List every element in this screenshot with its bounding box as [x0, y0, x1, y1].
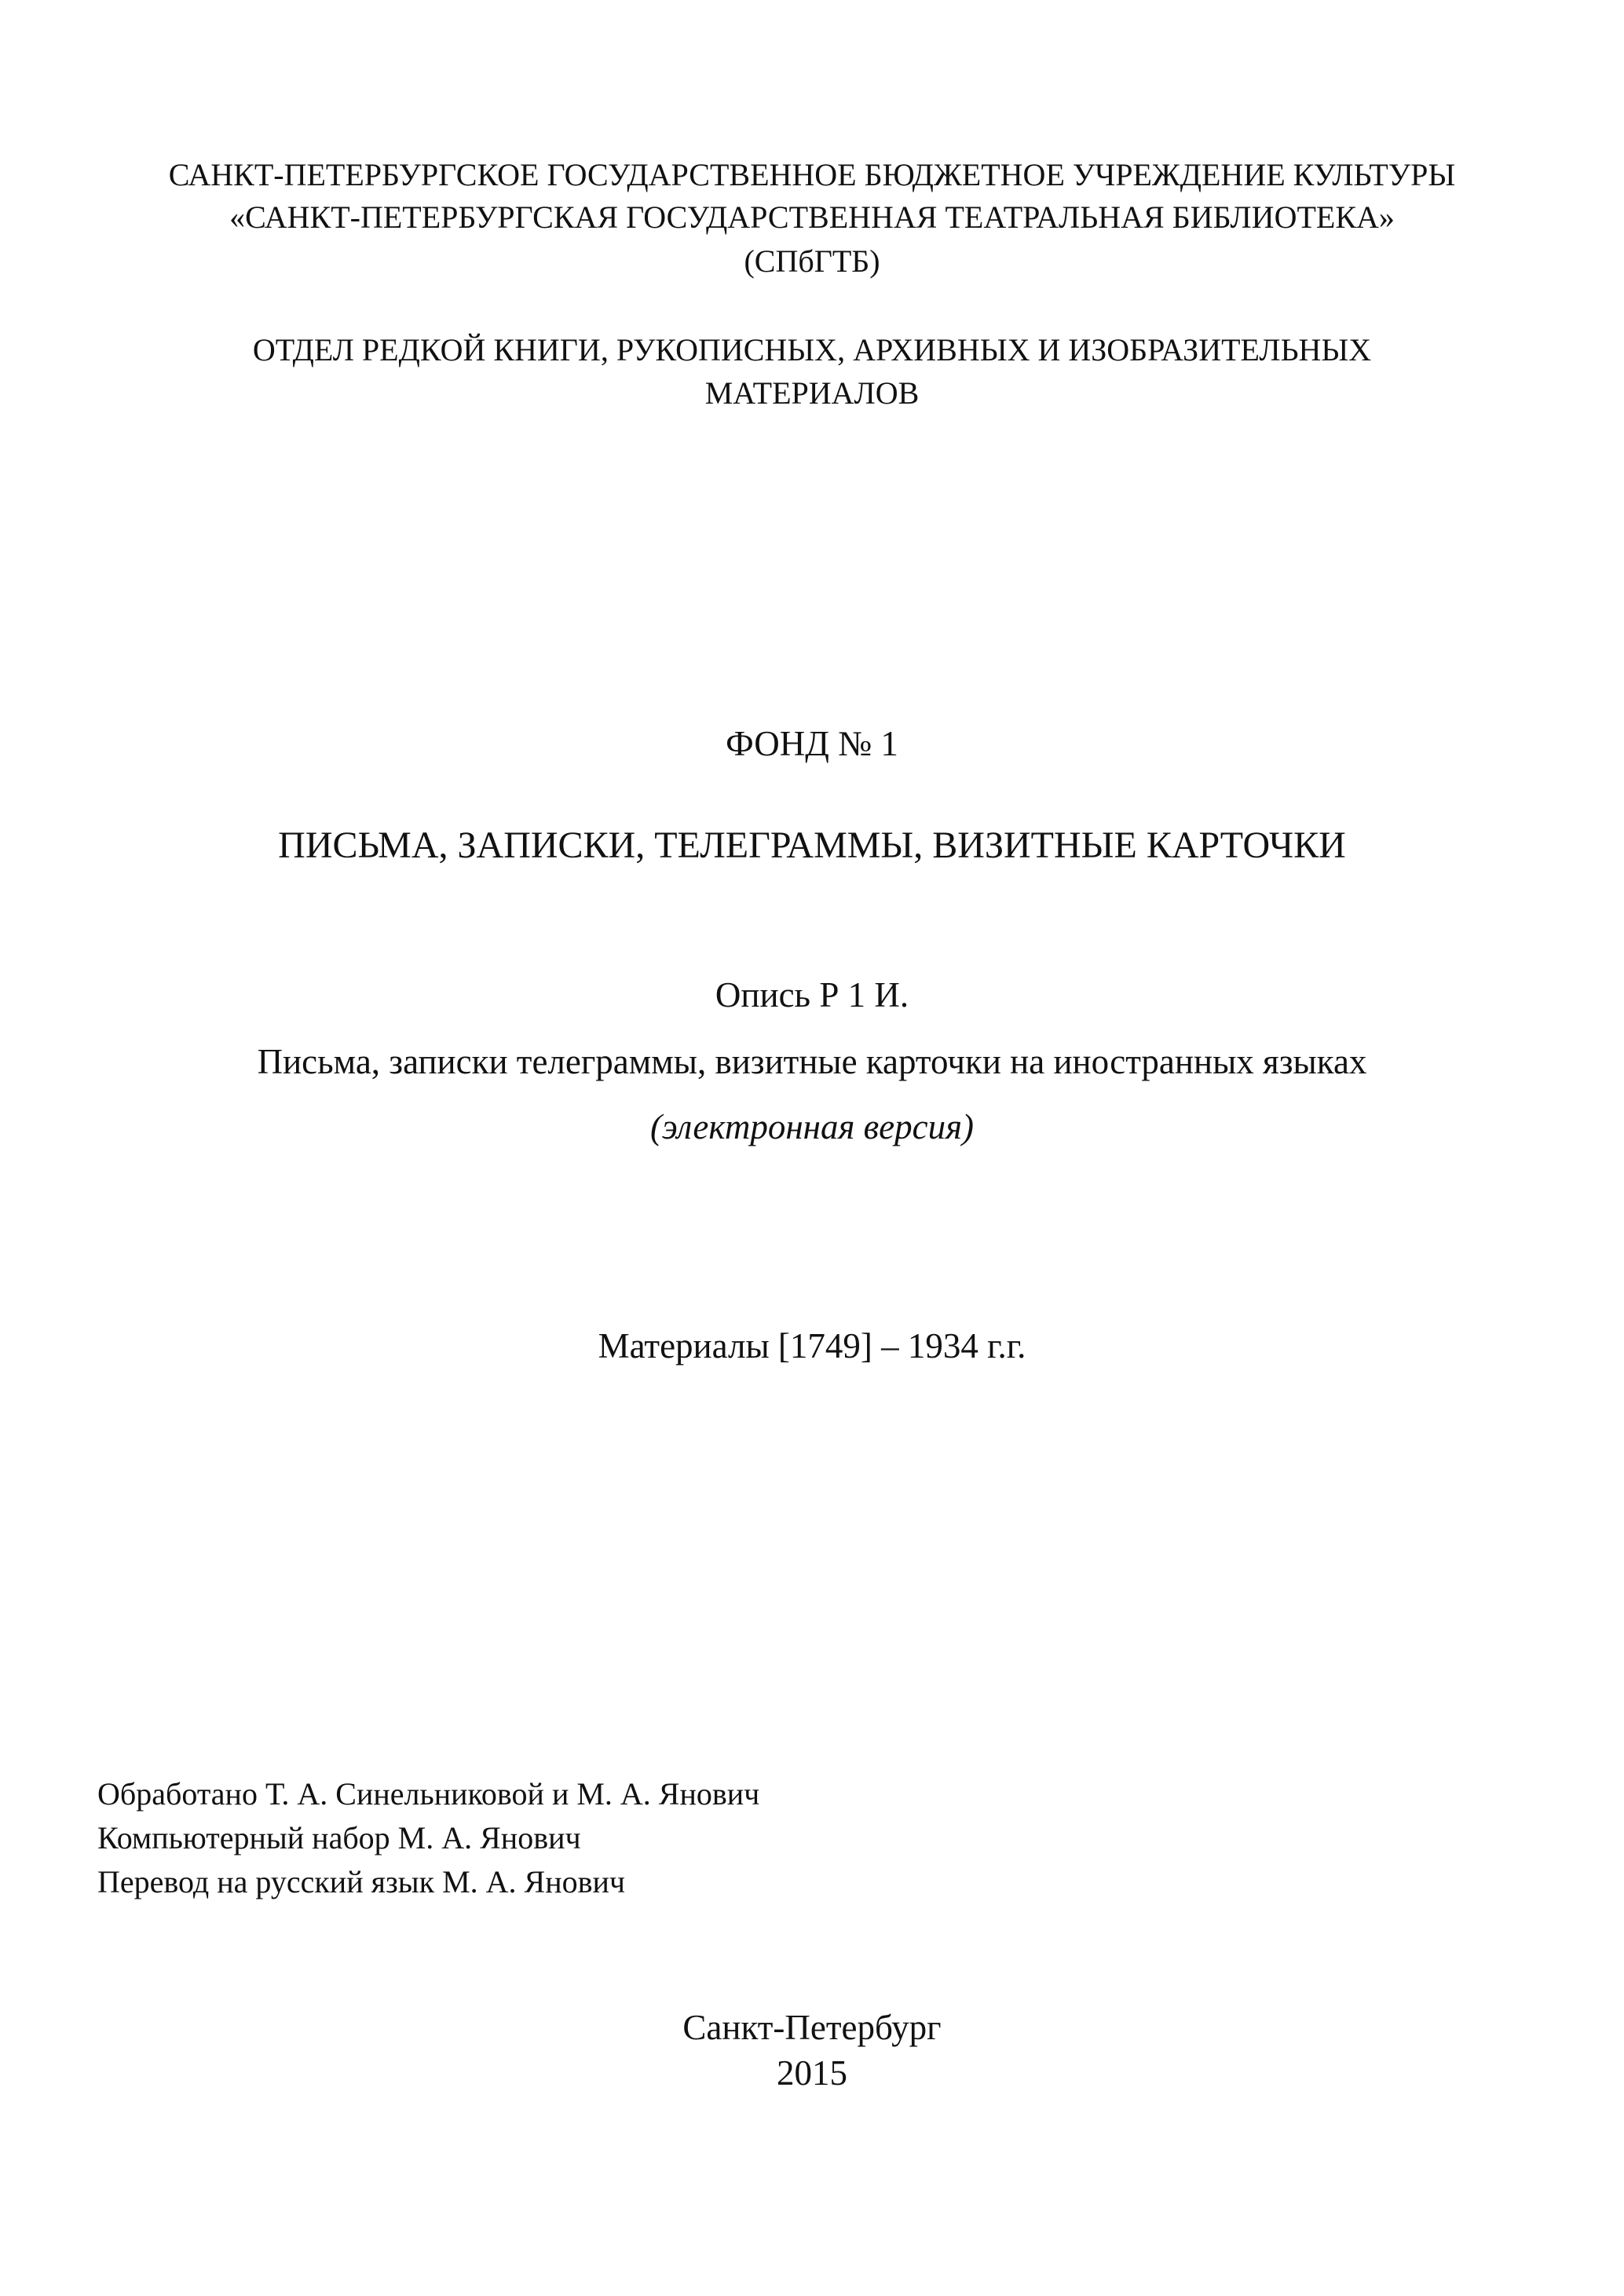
department-name-line1: ОТДЕЛ РЕДКОЙ КНИГИ, РУКОПИСНЫХ, АРХИВНЫХ И ИЗОБРАЗИТЕЛЬНЫХ: [252, 332, 1372, 367]
credit-translated-by: Перевод на русский язык М. А. Янович: [97, 1864, 626, 1899]
institution-name-line1: САНКТ-ПЕТЕРБУРГСКОЕ ГОСУДАРСТВЕННОЕ БЮДЖЕТНОЕ УЧРЕЖДЕНИЕ КУЛЬТУРЫ: [168, 157, 1456, 192]
publication-city: Санкт-Петербург: [682, 2008, 942, 2047]
institution-abbreviation: (СПбГТБ): [744, 243, 880, 279]
fond-number: ФОНД № 1: [726, 724, 898, 763]
fond-title: ПИСЬМА, ЗАПИСКИ, ТЕЛЕГРАММЫ, ВИЗИТНЫЕ КАРТОЧКИ: [278, 824, 1346, 866]
inventory-version: (электронная версия): [649, 1107, 975, 1146]
inventory-description: Письма, записки телеграммы, визитные карточки на иностранных языках: [257, 1042, 1367, 1081]
institution-name-line2: «САНКТ-ПЕТЕРБУРГСКАЯ ГОСУДАРСТВЕННАЯ ТЕАТРАЛЬНАЯ БИБЛИОТЕКА»: [229, 199, 1395, 235]
credit-processed-by: Обработано Т. А. Синельниковой и М. А. Янович: [97, 1776, 760, 1812]
credit-typeset-by: Компьютерный набор М. А. Янович: [97, 1820, 581, 1855]
inventory-label: Опись Р 1 И.: [715, 975, 909, 1015]
department-name-line2: МАТЕРИАЛОВ: [704, 375, 920, 411]
materials-dates: Материалы [1749] – 1934 г.г.: [598, 1326, 1026, 1366]
publication-year: 2015: [777, 2053, 847, 2093]
